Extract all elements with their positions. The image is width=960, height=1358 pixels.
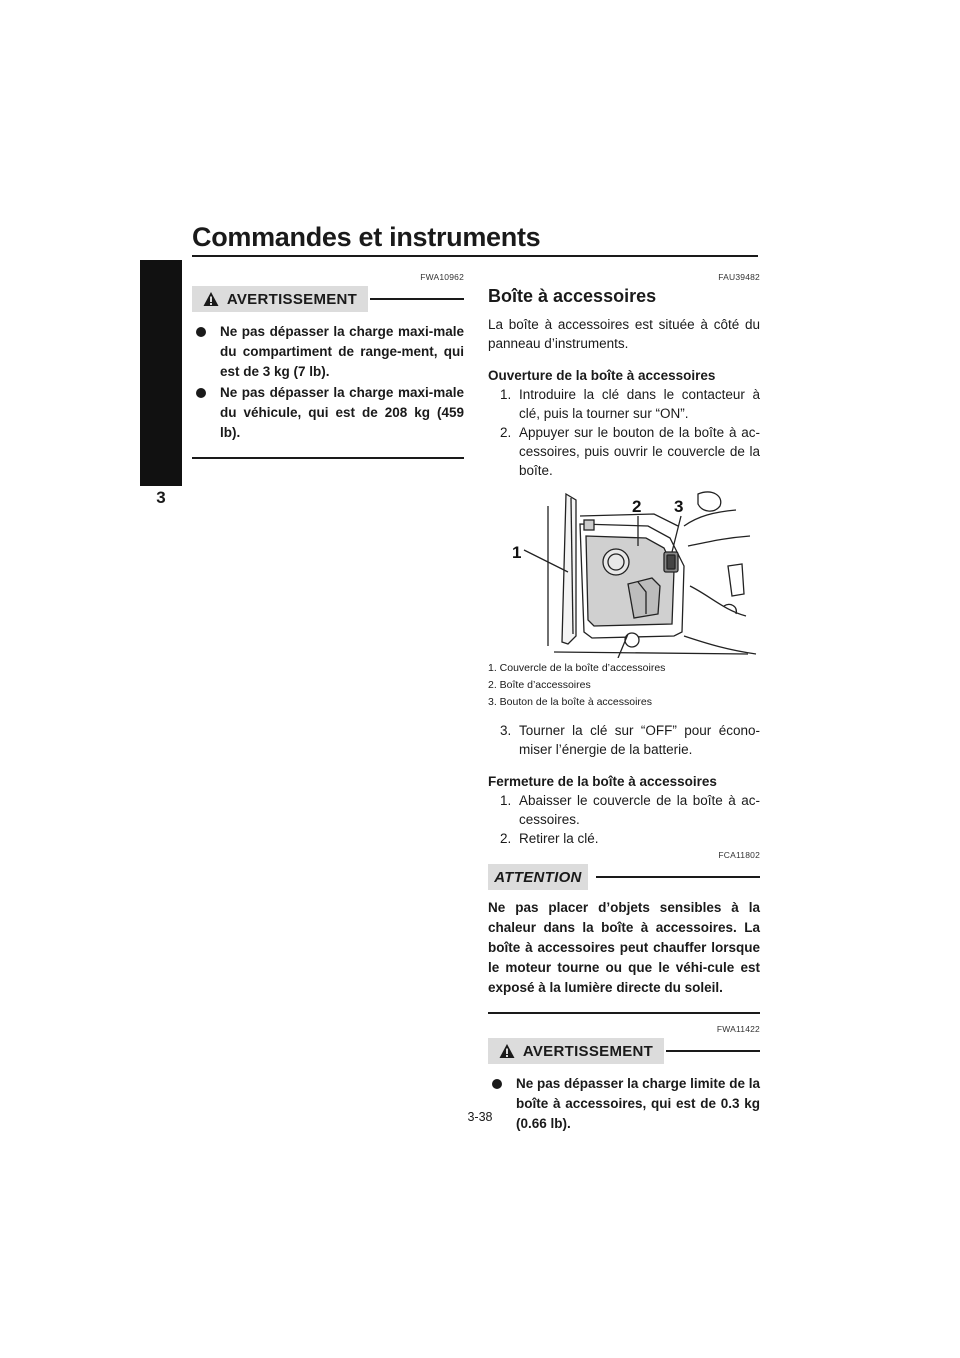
attention-rule <box>596 876 760 878</box>
opening-steps <box>488 385 760 480</box>
attention-heading <box>488 864 760 890</box>
intro-paragraph: La boîte à accessoires est située à côté du panneau d’instruments. <box>488 317 760 351</box>
bullet-icon <box>492 1079 502 1089</box>
header-rule <box>192 255 758 257</box>
step-text: Abaisser le couvercle de la boîte à ac-cessoires. <box>519 793 760 827</box>
warning-triangle-icon <box>499 1043 515 1059</box>
warning2-label: AVERTISSEMENT <box>522 1042 654 1060</box>
attention-end-rule <box>488 1012 760 1014</box>
warning-code: FWA10962 <box>420 272 464 282</box>
warning-rule <box>370 298 464 300</box>
opening-heading: Ouverture de la boîte à accessoires <box>488 368 716 383</box>
list-item <box>488 829 760 848</box>
list-item <box>488 385 760 423</box>
step-text: Appuyer sur le bouton de la boîte à ac-cessoires, puis ouvrir le couvercle de la boîte. <box>519 425 760 478</box>
bullet-icon <box>196 388 206 398</box>
step-number: 2. <box>500 831 512 846</box>
step-number: 1. <box>500 793 512 808</box>
warning2-heading <box>488 1038 760 1064</box>
list-item-text: Ne pas dépasser la charge maxi-male du compartiment de range-ment, qui est de 3 kg (7 lb). <box>220 324 464 379</box>
attention-badge <box>488 864 588 890</box>
warning-heading <box>192 286 464 312</box>
list-item-text: Ne pas dépasser la charge maxi-male du véhicule, qui est de 208 kg (459 lb). <box>220 385 464 440</box>
step-number: 2. <box>500 425 512 440</box>
list-item <box>488 791 760 829</box>
warning2-list <box>488 1074 760 1134</box>
chapter-number: 3 <box>156 488 166 507</box>
page-number: 3-38 <box>467 1110 493 1124</box>
callout-1: 1 <box>512 543 522 562</box>
warning-triangle-icon <box>203 291 219 307</box>
step-text: Tourner la clé sur “OFF” pour écono-miser l’énergie de la batterie. <box>519 723 760 757</box>
bullet-icon <box>196 327 206 337</box>
closing-steps <box>488 791 760 848</box>
list-item <box>488 423 760 480</box>
warning2-code: FWA11422 <box>716 1024 760 1034</box>
attention-code: FCA11802 <box>718 850 760 860</box>
chapter-tab <box>140 260 182 486</box>
left-column <box>192 272 464 459</box>
step-text: Introduire la clé dans le contacteur à clé, puis la tourner sur “ON”. <box>519 387 760 421</box>
warning-badge <box>192 286 368 312</box>
caption-item: 2. Boîte d’accessoires <box>488 679 591 691</box>
list-item <box>488 1074 760 1134</box>
right-column <box>488 272 760 1135</box>
warning-end-rule <box>192 457 464 459</box>
step-number: 1. <box>500 387 512 402</box>
attention-text: Ne pas placer d’objets sensibles à la chaleur dans la boîte à accessoires. La boîte à accessoires peut chauffer lorsque le moteur tourne ou que le véhi-cule est exposé à la lumière directe du soleil. <box>488 900 760 995</box>
list-item <box>192 383 464 443</box>
accessory-box-figure <box>488 486 760 658</box>
warning2-rule <box>666 1050 760 1052</box>
accessory-box-illustration <box>488 486 760 658</box>
warning2-badge <box>488 1038 664 1064</box>
step-text: Retirer la clé. <box>519 831 599 846</box>
figure-captions <box>488 660 760 711</box>
callout-2: 2 <box>632 497 642 516</box>
warning-list <box>192 322 464 443</box>
list-item <box>192 322 464 382</box>
warning-label: AVERTISSEMENT <box>226 290 358 308</box>
attention-label: ATTENTION <box>494 868 582 886</box>
closing-heading: Fermeture de la boîte à accessoires <box>488 774 717 789</box>
caption-item: 3. Bouton de la boîte à accessoires <box>488 696 653 708</box>
list-item <box>488 721 760 759</box>
callout-3: 3 <box>674 497 684 516</box>
page-header-title: Commandes et instruments <box>192 222 541 252</box>
section-code: FAU39482 <box>718 272 760 282</box>
step-three <box>488 721 760 759</box>
section-title: Boîte à accessoires <box>488 286 657 306</box>
step-number: 3. <box>500 723 512 738</box>
caption-item: 1. Couvercle de la boîte d’accessoires <box>488 662 666 674</box>
list-item-text: Ne pas dépasser la charge limite de la boîte à accessoires, qui est de 0.3 kg (0.66 lb). <box>516 1076 760 1131</box>
